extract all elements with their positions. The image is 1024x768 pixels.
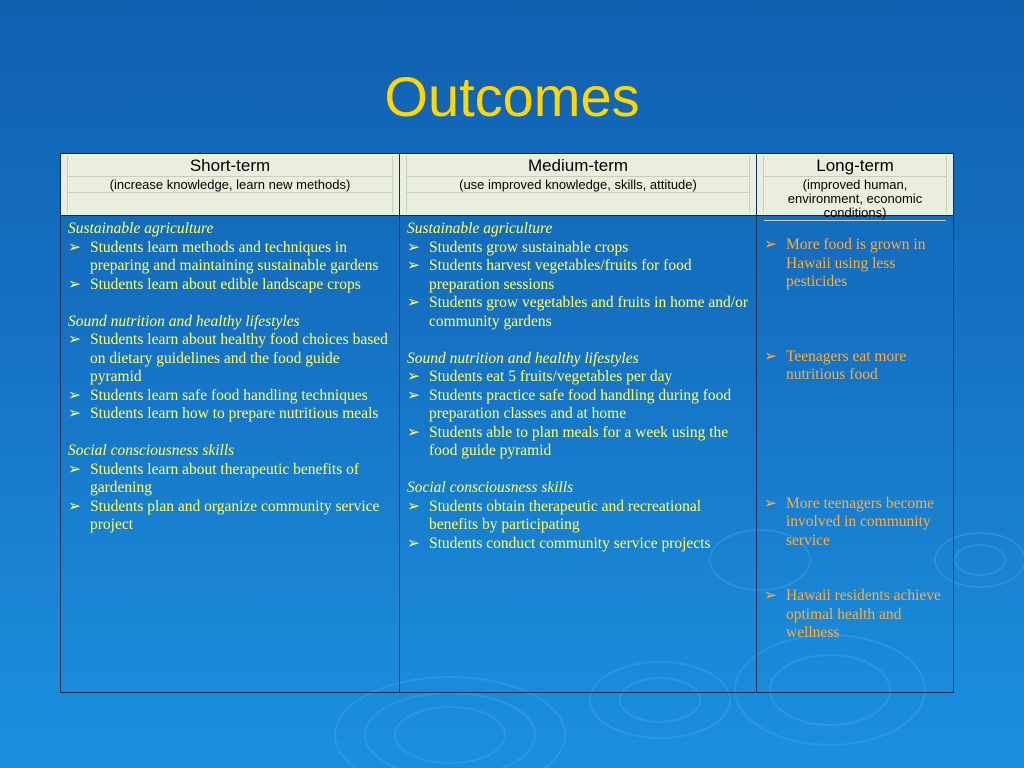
column-title: Long-term	[764, 156, 946, 177]
arrow-bullet-icon: ➢	[68, 386, 81, 404]
arrow-bullet-icon: ➢	[407, 368, 420, 385]
list-item: ➢ Teenagers eat more nutritious food	[764, 347, 907, 383]
arrow-bullet-icon: ➢	[68, 405, 81, 422]
list-item: ➢ Students harvest vegetables/fruits for food preparation sessions	[407, 257, 692, 293]
arrow-bullet-icon: ➢	[68, 238, 81, 256]
arrow-bullet-icon: ➢	[764, 587, 777, 604]
arrow-bullet-icon: ➢	[407, 534, 420, 552]
category-label: Social consciousness skills	[68, 442, 235, 459]
column-subtitle: (improved human, environment, economic conditions)	[764, 177, 946, 221]
short-term-header	[61, 154, 399, 216]
arrow-bullet-icon: ➢	[764, 494, 777, 512]
arrow-bullet-icon: ➢	[764, 236, 777, 253]
arrow-bullet-icon: ➢	[407, 386, 420, 404]
list-item: ➢ More food is grown in Hawaii using less pesticides	[764, 236, 926, 290]
list-item: ➢ Students conduct community service projects	[407, 534, 711, 552]
list-item: ➢ More teenagers become involved in community service	[764, 494, 935, 549]
arrow-bullet-icon: ➢	[407, 423, 420, 441]
arrow-bullet-icon: ➢	[68, 497, 81, 515]
list-item: ➢ Students learn how to prepare nutritious meals	[68, 405, 379, 422]
category-label: Sustainable agriculture	[407, 220, 553, 237]
long-term-header	[757, 154, 953, 220]
list-item: ➢ Students eat 5 fruits/vegetables per day	[407, 368, 673, 385]
medium-term-header	[400, 154, 756, 216]
list-item: ➢ Students able to plan meals for a week using the food guide pyramid	[407, 423, 729, 459]
long-term-column	[757, 154, 953, 692]
short-term-body	[68, 220, 393, 535]
list-item: ➢ Students learn methods and techniques in preparing and maintaining sustainable gardens	[68, 238, 379, 274]
list-item: ➢ Students learn safe food handling techniques	[68, 386, 368, 404]
arrow-bullet-icon: ➢	[68, 275, 81, 293]
list-item: ➢ Students learn about healthy food choices based on dietary guidelines and the food guide pyramid	[68, 331, 388, 385]
arrow-bullet-icon: ➢	[407, 238, 420, 256]
column-subtitle: (use improved knowledge, skills, attitude)	[407, 177, 749, 193]
long-term-body	[764, 236, 947, 643]
slide-title: Outcomes	[384, 65, 640, 128]
category-label: Social consciousness skills	[407, 479, 574, 496]
category-label: Sustainable agriculture	[68, 220, 214, 237]
arrow-bullet-icon: ➢	[407, 257, 420, 274]
medium-term-column	[400, 154, 757, 692]
list-item: ➢ Hawaii residents achieve optimal health and wellness	[764, 587, 941, 641]
medium-term-body	[407, 220, 750, 553]
arrow-bullet-icon: ➢	[764, 347, 777, 365]
short-term-column	[61, 154, 400, 692]
list-item: ➢ Students learn about edible landscape crops	[68, 275, 361, 293]
column-title: Short-term	[68, 156, 392, 177]
category-label: Sound nutrition and healthy lifestyles	[407, 349, 639, 367]
list-item: ➢ Students plan and organize community service project	[68, 497, 380, 533]
list-item: ➢ Students practice safe food handling during food preparation classes and at home	[407, 386, 732, 422]
column-title: Medium-term	[407, 156, 749, 177]
outcomes-table	[60, 153, 954, 693]
list-item: ➢ Students learn about therapeutic benefits of gardening	[68, 460, 360, 496]
category-label: Sound nutrition and healthy lifestyles	[68, 312, 300, 330]
list-item: ➢ Students grow vegetables and fruits in home and/or community gardens	[407, 294, 748, 330]
arrow-bullet-icon: ➢	[68, 460, 81, 478]
list-item: ➢ Students grow sustainable crops	[407, 238, 629, 256]
column-subtitle: (increase knowledge, learn new methods)	[68, 177, 392, 193]
arrow-bullet-icon: ➢	[68, 331, 81, 348]
arrow-bullet-icon: ➢	[407, 497, 420, 515]
list-item: ➢ Students obtain therapeutic and recreational benefits by participating	[407, 497, 702, 533]
arrow-bullet-icon: ➢	[407, 294, 420, 311]
